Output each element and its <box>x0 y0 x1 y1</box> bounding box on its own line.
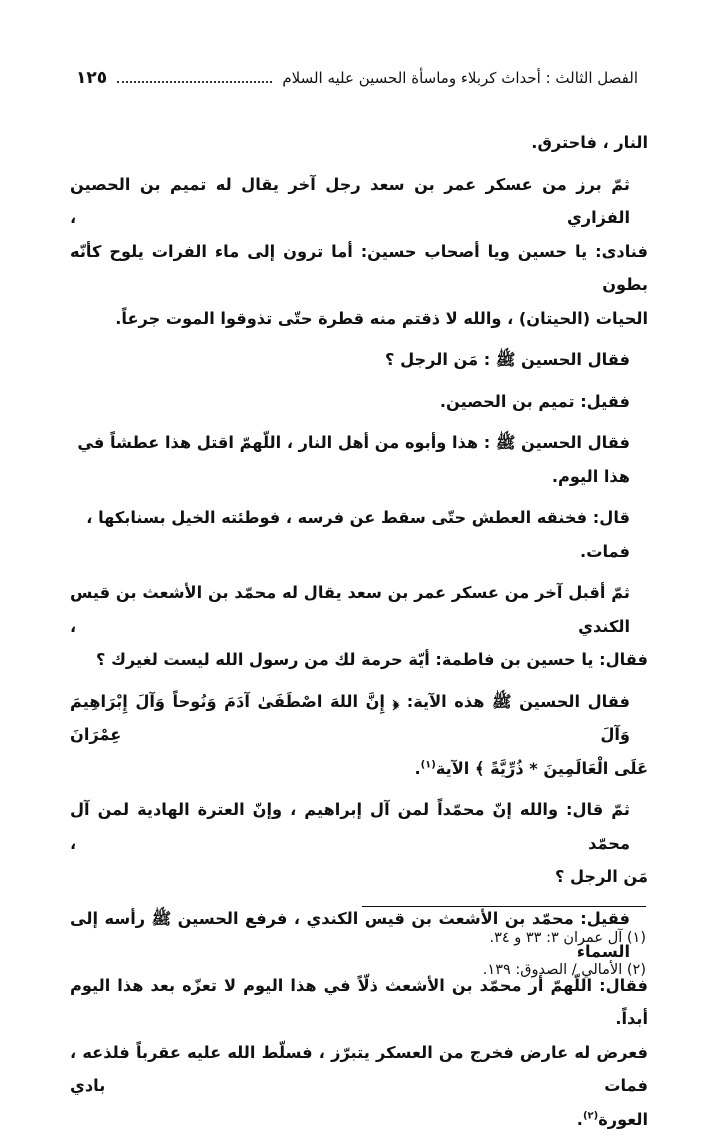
text-line: فقال: اللّهمّ أر محمّد بن الأشعث ذلّاً في هذا اليوم لا تعزّه بعد هذا اليوم أبداً. <box>70 969 648 1036</box>
leader-dots <box>117 81 272 83</box>
text-line: قال: فخنقه العطش حتّى سقط عن فرسه ، فوطئته الخيل بسنابكها ، فمات. <box>70 501 648 568</box>
footnote-divider <box>362 906 646 907</box>
text-line <box>70 752 648 786</box>
page-number: ١٢٥ <box>76 68 107 88</box>
text-line: فقيل: تميم بن الحصين. <box>70 385 648 419</box>
last-word: العورة <box>598 1110 648 1129</box>
footnote-2: (٢) الأمالي / الصدوق: ١٣٩. <box>70 954 646 986</box>
running-title: الفصل الثالث : أحداث كربلاء وماسأة الحسين عليه السلام <box>282 69 638 87</box>
text-line: فقيل: محمّد بن الأشعث بن قيس الكندي ، فرفع الحسين ﷺ رأسه إلى السماء <box>70 902 648 969</box>
quran-verse-end: عَلَى الْعَالَمِينَ * ذُرِّيَّةً ﴾ الآية <box>436 759 648 778</box>
text-line: فقال الحسين ﷺ : مَن الرجل ؟ <box>70 343 648 377</box>
text-line: مَن الرجل ؟ <box>70 860 648 894</box>
text-line: النار ، فاحترق. <box>70 126 648 160</box>
text-line: فنادى: يا حسين ويا أصحاب حسين: أما ترون إلى ماء الفرات يلوح كأنّه بطون <box>70 235 648 302</box>
text-line: فقال الحسين ﷺ : هذا وأبوه من أهل النار ، اللّهمّ اقتل هذا عطشاً في هذا اليوم. <box>70 426 648 493</box>
footnote-ref-2: (٢) <box>583 1110 598 1121</box>
sentence-end: . <box>414 759 420 778</box>
running-header <box>76 64 638 92</box>
text-line: ثمّ أقبل آخر من عسكر عمر بن سعد يقال له محمّد بن الأشعث بن قيس الكندي ، <box>70 576 648 643</box>
text-line: فقال الحسين ﷺ هذه الآية: ﴿ إِنَّ اللهَ اصْطَفَىٰ آدَمَ وَنُوحاً وَآلَ إِبْرَاهِيمَ وَآلَ عِمْرَانَ <box>70 685 648 752</box>
footnote-1: (١) آل عمران ٣: ٣٣ و ٣٤. <box>70 922 646 954</box>
text-line: الحيات (الحيتان) ، والله لا ذقتم منه قطرة حتّى تذوقوا الموت جرعاً. <box>70 302 648 336</box>
text-line: ثمّ برز من عسكر عمر بن سعد رجل آخر يقال له تميم بن الحصين الفزاري ، <box>70 168 648 235</box>
text-line: فقال: يا حسين بن فاطمة: أيّة حرمة لك من رسول الله ليست لغيرك ؟ <box>70 643 648 677</box>
footnotes <box>70 922 646 986</box>
text-line: فعرض له عارض فخرج من العسكر يتبرّز ، فسلّط الله عليه عقرباً فلذعه ، فمات بادي <box>70 1036 648 1103</box>
text-line <box>70 1103 648 1136</box>
text-line: ثمّ قال: والله إنّ محمّداً لمن آل إبراهيم ، وإنّ العترة الهادية لمن آل محمّد ، <box>70 793 648 860</box>
sentence-end: . <box>577 1110 583 1129</box>
footnote-ref-1: (١) <box>421 759 436 770</box>
